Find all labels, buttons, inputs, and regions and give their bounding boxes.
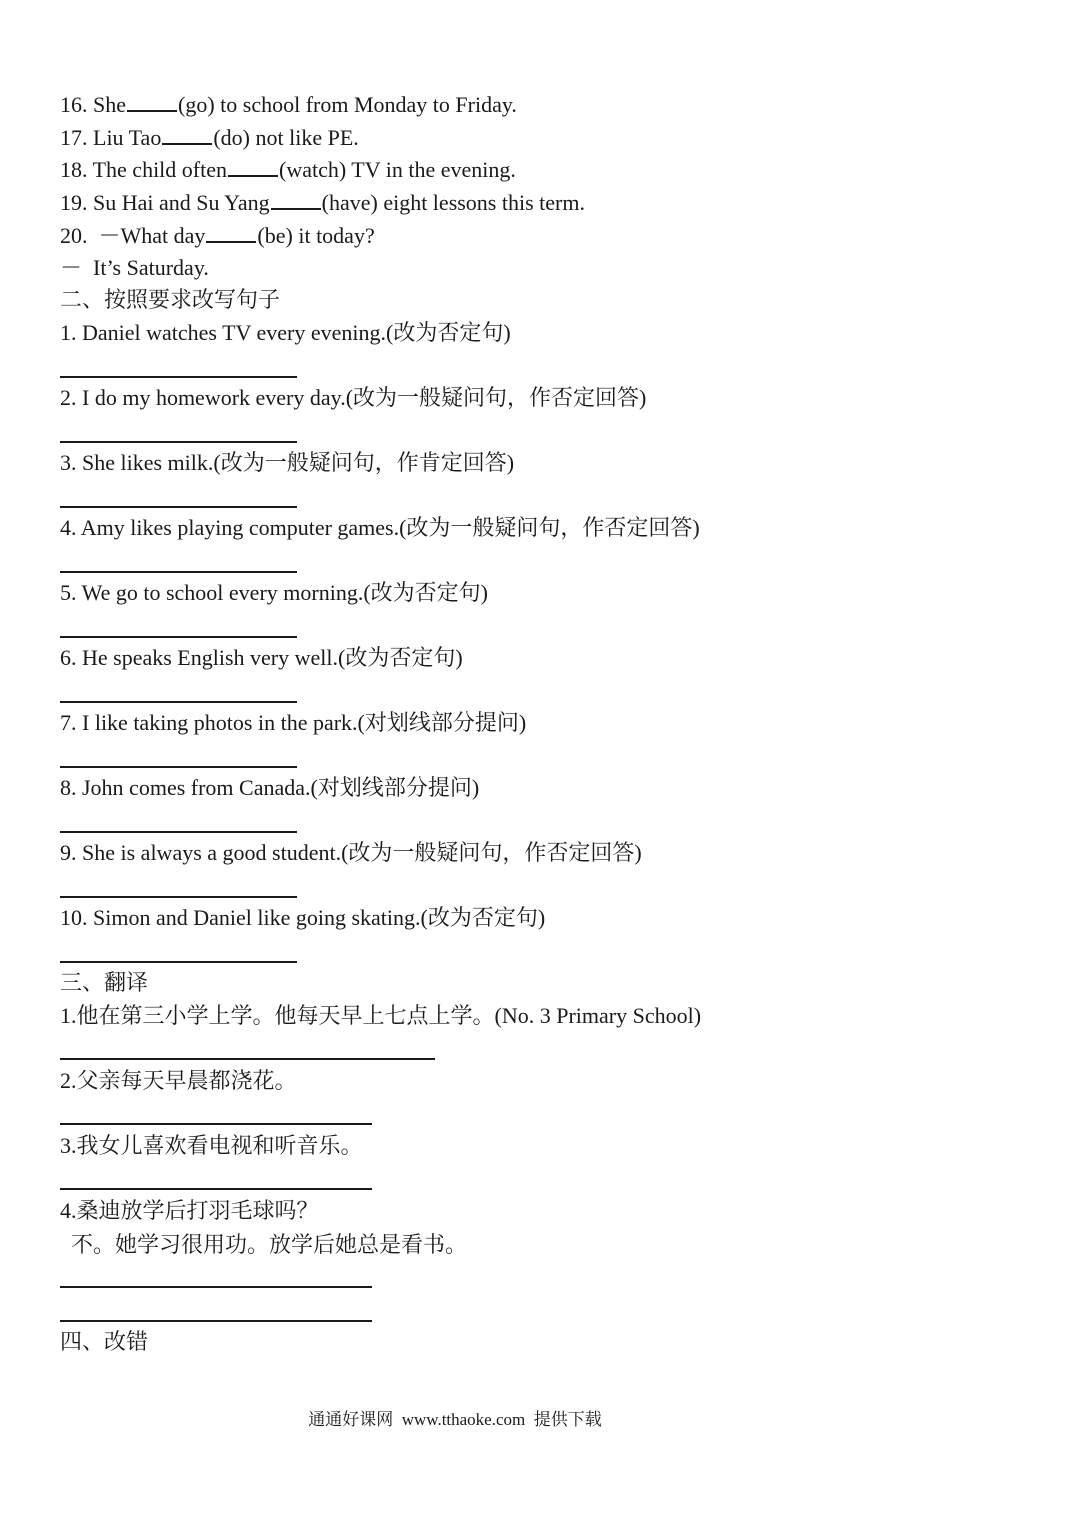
rewrite-item-10: 10. Simon and Daniel like going skating.(改为否定句) (60, 905, 546, 930)
answer-line-translate-4b[interactable] (60, 1320, 372, 1322)
section2-heading: 二、按照要求改写句子 (60, 287, 281, 312)
answer-line-translate-2[interactable] (60, 1123, 372, 1125)
rewrite-item-2: 2. I do my homework every day.(改为一般疑问句，作否定回答) (60, 385, 647, 410)
section4-heading: 四、改错 (60, 1329, 149, 1354)
rewrite-item-5: 5. We go to school every morning.(改为否定句) (60, 580, 488, 605)
answer-line-translate-1[interactable] (60, 1058, 435, 1060)
question-17: 17. Liu Tao (do) not like PE. (60, 125, 359, 150)
blank-18[interactable] (228, 155, 278, 177)
answer-line-rewrite-3[interactable] (60, 506, 297, 508)
question-20: 20. －What day (be) it today? (60, 223, 375, 248)
blank-20[interactable] (206, 221, 256, 243)
footer-download-notice: 通通好课网 www.tthaoke.com 提供下载 (308, 1410, 602, 1429)
blank-17[interactable] (162, 123, 212, 145)
answer-line-translate-4a[interactable] (60, 1286, 372, 1288)
rewrite-item-1: 1. Daniel watches TV every evening.(改为否定句) (60, 320, 511, 345)
question-18: 18. The child often (watch) TV in the evening. (60, 157, 516, 182)
answer-line-rewrite-6[interactable] (60, 701, 297, 703)
answer-20: － It’s Saturday. (60, 255, 209, 280)
question-19: 19. Su Hai and Su Yang (have) eight lessons this term. (60, 190, 585, 215)
answer-line-rewrite-7[interactable] (60, 766, 297, 768)
section3-heading: 三、翻译 (60, 970, 149, 995)
rewrite-item-6: 6. He speaks English very well.(改为否定句) (60, 645, 463, 670)
rewrite-item-9: 9. She is always a good student.(改为一般疑问句，作否定回答) (60, 840, 642, 865)
rewrite-item-7: 7. I like taking photos in the park.(对划线部分提问) (60, 710, 527, 735)
translate-item-4: 4.桑迪放学后打羽毛球吗？ (60, 1198, 319, 1223)
answer-line-rewrite-5[interactable] (60, 636, 297, 638)
translate-item-3: 3.我女儿喜欢看电视和听音乐。 (60, 1133, 363, 1158)
rewrite-item-8: 8. John comes from Canada.(对划线部分提问) (60, 775, 480, 800)
question-16: 16. She (go) to school from Monday to Friday. (60, 92, 517, 117)
rewrite-item-3: 3. She likes milk.(改为一般疑问句，作肯定回答) (60, 450, 515, 475)
answer-line-rewrite-10[interactable] (60, 961, 297, 963)
blank-19[interactable] (271, 188, 321, 210)
answer-line-translate-3[interactable] (60, 1188, 372, 1190)
answer-line-rewrite-1[interactable] (60, 376, 297, 378)
answer-line-rewrite-9[interactable] (60, 896, 297, 898)
answer-line-rewrite-2[interactable] (60, 441, 297, 443)
answer-line-rewrite-8[interactable] (60, 831, 297, 833)
translate-item-1: 1.他在第三小学上学。他每天早上七点上学。(No. 3 Primary School) (60, 1003, 702, 1028)
translate-item-2: 2.父亲每天早晨都浇花。 (60, 1068, 297, 1093)
translate-item-4-answer-text: 不。她学习很用功。放学后她总是看书。 (60, 1232, 468, 1257)
answer-line-rewrite-4[interactable] (60, 571, 297, 573)
rewrite-item-4: 4. Amy likes playing computer games.(改为一般疑问句，作否定回答) (60, 515, 700, 540)
blank-16[interactable] (127, 90, 177, 112)
